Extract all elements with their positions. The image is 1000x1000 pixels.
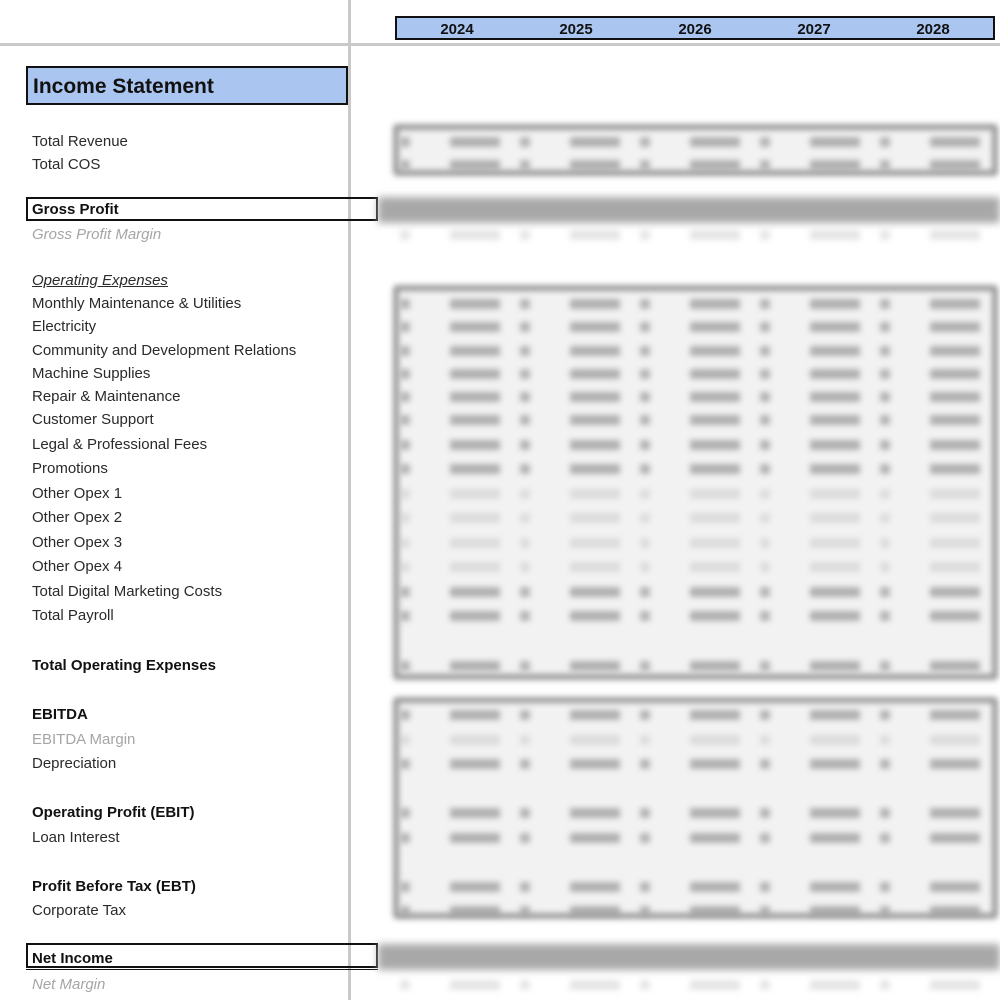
row-label-total-digital-marketing[interactable]: Total Digital Marketing Costs — [32, 583, 223, 600]
blurred-row — [400, 611, 995, 621]
year-cell-2026[interactable]: 2026 — [678, 21, 712, 38]
blurred-row — [400, 513, 995, 523]
blurred-row — [400, 230, 995, 240]
header-divider — [0, 43, 1000, 46]
blurred-row — [400, 882, 995, 892]
blurred-row — [400, 160, 995, 170]
blurred-row — [400, 562, 995, 572]
row-label-other-opex-2[interactable]: Other Opex 2 — [32, 509, 123, 526]
blurred-row — [400, 415, 995, 425]
row-label-total-operating-expenses[interactable]: Total Operating Expenses — [32, 657, 216, 674]
row-label-ebitda[interactable]: EBITDA — [32, 706, 88, 723]
row-label-total-revenue[interactable]: Total Revenue — [32, 133, 128, 150]
row-label-other-opex-3[interactable]: Other Opex 3 — [32, 534, 123, 551]
blurred-row — [400, 587, 995, 597]
row-label-total-cos[interactable]: Total COS — [32, 156, 101, 173]
income-statement-title-cell[interactable] — [26, 66, 348, 105]
blurred-gross-profit-values — [378, 197, 1000, 223]
column-divider — [348, 0, 351, 1000]
blurred-row — [400, 906, 995, 916]
blurred-net-income-values — [378, 944, 1000, 970]
blurred-row — [400, 980, 995, 990]
row-label-repair-maintenance[interactable]: Repair & Maintenance — [32, 388, 181, 405]
page-title: Income Statement — [33, 75, 214, 98]
row-label-other-opex-4[interactable]: Other Opex 4 — [32, 558, 123, 575]
blurred-row — [400, 489, 995, 499]
row-label-gross-profit[interactable]: Gross Profit — [32, 201, 119, 218]
year-header-row — [395, 16, 995, 40]
row-label-net-income[interactable]: Net Income — [32, 950, 113, 967]
year-cell-2027[interactable]: 2027 — [797, 21, 831, 38]
row-label-operating-profit[interactable]: Operating Profit (EBIT) — [32, 804, 195, 821]
row-label-community-relations[interactable]: Community and Development Relations — [32, 342, 297, 359]
blurred-row — [400, 710, 995, 720]
blurred-row — [400, 369, 995, 379]
blurred-row — [400, 661, 995, 671]
row-label-profit-before-tax[interactable]: Profit Before Tax (EBT) — [32, 878, 196, 895]
row-label-monthly-maintenance[interactable]: Monthly Maintenance & Utilities — [32, 295, 242, 312]
row-label-depreciation[interactable]: Depreciation — [32, 755, 117, 772]
section-header-operating-expenses[interactable]: Operating Expenses — [32, 272, 168, 289]
blurred-row — [400, 735, 995, 745]
row-label-other-opex-1[interactable]: Other Opex 1 — [32, 485, 123, 502]
row-label-corporate-tax[interactable]: Corporate Tax — [32, 902, 126, 919]
net-income-double-underline — [26, 969, 378, 970]
blurred-row — [400, 299, 995, 309]
row-label-ebitda-margin[interactable]: EBITDA Margin — [32, 731, 136, 748]
year-cell-2024[interactable]: 2024 — [440, 21, 474, 38]
blurred-row — [400, 833, 995, 843]
row-label-legal-fees[interactable]: Legal & Professional Fees — [32, 436, 208, 453]
blurred-row — [400, 322, 995, 332]
year-cell-2028[interactable]: 2028 — [916, 21, 950, 38]
blurred-row — [400, 538, 995, 548]
row-label-machine-supplies[interactable]: Machine Supplies — [32, 365, 151, 382]
blurred-row — [400, 137, 995, 147]
row-label-electricity[interactable]: Electricity — [32, 318, 97, 335]
row-label-net-margin[interactable]: Net Margin — [32, 976, 106, 993]
blurred-row — [400, 440, 995, 450]
row-label-total-payroll[interactable]: Total Payroll — [32, 607, 114, 624]
blurred-row — [400, 346, 995, 356]
blurred-row — [400, 392, 995, 402]
row-label-promotions[interactable]: Promotions — [32, 460, 108, 477]
year-cell-2025[interactable]: 2025 — [559, 21, 593, 38]
blurred-row — [400, 464, 995, 474]
blurred-row — [400, 759, 995, 769]
row-label-gross-profit-margin[interactable]: Gross Profit Margin — [32, 226, 162, 243]
row-label-loan-interest[interactable]: Loan Interest — [32, 829, 120, 846]
row-label-customer-support[interactable]: Customer Support — [32, 411, 154, 428]
blurred-row — [400, 808, 995, 818]
